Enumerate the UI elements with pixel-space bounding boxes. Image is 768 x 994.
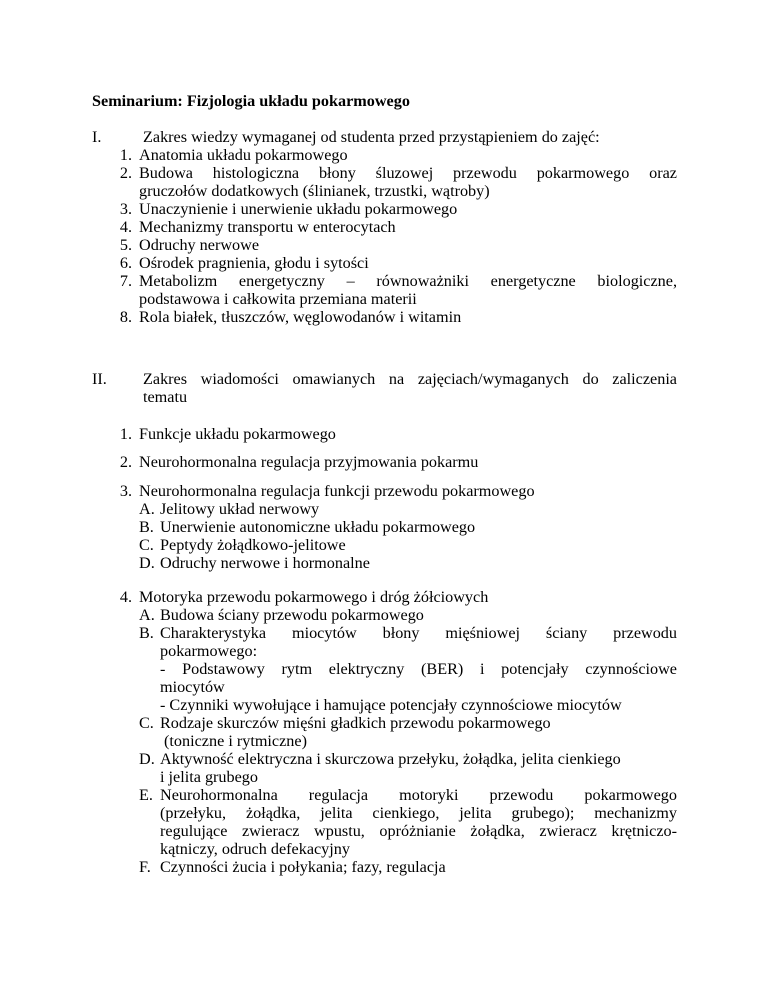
- s2-item-num: 4.: [119, 588, 132, 606]
- s2-sub-letter: B.: [139, 624, 154, 642]
- s1-item-text: Mechanizmy transportu w enterocytach: [139, 218, 396, 236]
- s1-item-text: Ośrodek pragnienia, głodu i sytości: [139, 254, 369, 272]
- section2-heading-cont: tematu: [143, 388, 188, 406]
- s2-item-text: Neurohormonalna regulacja przyjmowania pokarmu: [139, 453, 479, 471]
- s2-sub-text: Czynności żucia i połykania; fazy, regulacja: [160, 858, 446, 876]
- s2-sub-text-cont: pokarmowego:: [160, 642, 258, 660]
- page-title: Seminarium: Fizjologia układu pokarmowego: [92, 92, 410, 110]
- s1-item-num: 2.: [119, 164, 132, 182]
- s1-item-num: 3.: [119, 200, 132, 218]
- s1-item-num: 7.: [119, 272, 132, 290]
- s1-item-text-cont: podstawowa i całkowita przemiana materii: [139, 290, 417, 308]
- s2-sub-text-cont: regulujące zwieracz wpustu, opróżnianie żołądka, zwieracz krętniczo-: [160, 822, 677, 840]
- s2-sub-letter: D.: [139, 750, 155, 768]
- s2-sub-text: Budowa ściany przewodu pokarmowego: [160, 606, 424, 624]
- s2-sub-text: Neurohormonalna regulacja motoryki przewodu pokarmowego: [160, 786, 677, 804]
- s2-sub-letter: F.: [139, 858, 151, 876]
- section2-heading: Zakres wiadomości omawianych na zajęciach/wymaganych do zaliczenia: [143, 370, 677, 388]
- s2-sub-text: Aktywność elektryczna i skurczowa przełyku, żołądka, jelita cienkiego: [160, 750, 621, 768]
- s2-sub-text-cont: kątniczy, odruch defekacyjny: [160, 840, 350, 858]
- s2-sub-text: Unerwienie autonomiczne układu pokarmowego: [160, 518, 476, 536]
- s2-item-text: Funkcje układu pokarmowego: [139, 425, 336, 443]
- s2-sub-letter: C.: [139, 536, 154, 554]
- s1-item-num: 8.: [119, 308, 132, 326]
- s1-item-text: Budowa histologiczna błony śluzowej przewodu pokarmowego oraz: [139, 164, 677, 182]
- s1-item-num: 5.: [119, 236, 132, 254]
- s2-sub-letter: C.: [139, 714, 154, 732]
- s1-item-num: 6.: [119, 254, 132, 272]
- s1-item-text: Unaczynienie i unerwienie układu pokarmowego: [139, 200, 458, 218]
- s1-item-text: Rola białek, tłuszczów, węglowodanów i witamin: [139, 308, 462, 326]
- s2-sub-letter: A.: [139, 500, 155, 518]
- s2-sub-text-cont: (przełyku, żołądka, jelita cienkiego, jelita grubego); mechanizmy: [160, 804, 677, 822]
- s2-sub-text-cont: - Podstawowy rytm elektryczny (BER) i potencjały czynnościowe: [160, 660, 677, 678]
- s1-item-text: Odruchy nerwowe: [139, 236, 260, 254]
- s2-sub-text-cont: miocytów: [160, 678, 225, 696]
- s2-sub-text: Rodzaje skurczów mięśni gładkich przewodu pokarmowego: [160, 714, 551, 732]
- s1-item-num: 4.: [119, 218, 132, 236]
- section1-heading: Zakres wiedzy wymaganej od studenta przed przystąpieniem do zajęć:: [143, 128, 600, 146]
- s1-item-num: 1.: [119, 146, 132, 164]
- s2-sub-letter: B.: [139, 518, 154, 536]
- s1-item-text-cont: gruczołów dodatkowych (ślinianek, trzustki, wątroby): [139, 182, 490, 200]
- s2-sub-letter: E.: [139, 786, 153, 804]
- s2-sub-letter: D.: [139, 554, 155, 572]
- s1-item-text: Metabolizm energetyczny – równoważniki energetyczne biologiczne,: [139, 272, 677, 290]
- s1-item-text: Anatomia układu pokarmowego: [139, 146, 348, 164]
- s2-item-text: Motoryka przewodu pokarmowego i dróg żółciowych: [139, 588, 489, 606]
- s2-sub-text: Charakterystyka miocytów błony mięśniowej ściany przewodu: [160, 624, 677, 642]
- s2-sub-letter: A.: [139, 606, 155, 624]
- s2-item-text: Neurohormonalna regulacja funkcji przewodu pokarmowego: [139, 482, 535, 500]
- s2-item-num: 1.: [119, 425, 132, 443]
- section1-roman: I.: [92, 128, 102, 146]
- s2-sub-text-cont: i jelita grubego: [160, 768, 258, 786]
- s2-sub-text-cont: - Czynniki wywołujące i hamujące potencjały czynnościowe miocytów: [160, 696, 622, 714]
- s2-sub-text: Peptydy żołądkowo-jelitowe: [160, 536, 346, 554]
- s2-item-num: 2.: [119, 453, 132, 471]
- s2-sub-text: Jelitowy układ nerwowy: [160, 500, 320, 518]
- s2-sub-text: Odruchy nerwowe i hormonalne: [160, 554, 370, 572]
- s2-item-num: 3.: [119, 482, 132, 500]
- section2-roman: II.: [92, 370, 107, 388]
- s2-sub-text-cont: (toniczne i rytmiczne): [160, 732, 307, 750]
